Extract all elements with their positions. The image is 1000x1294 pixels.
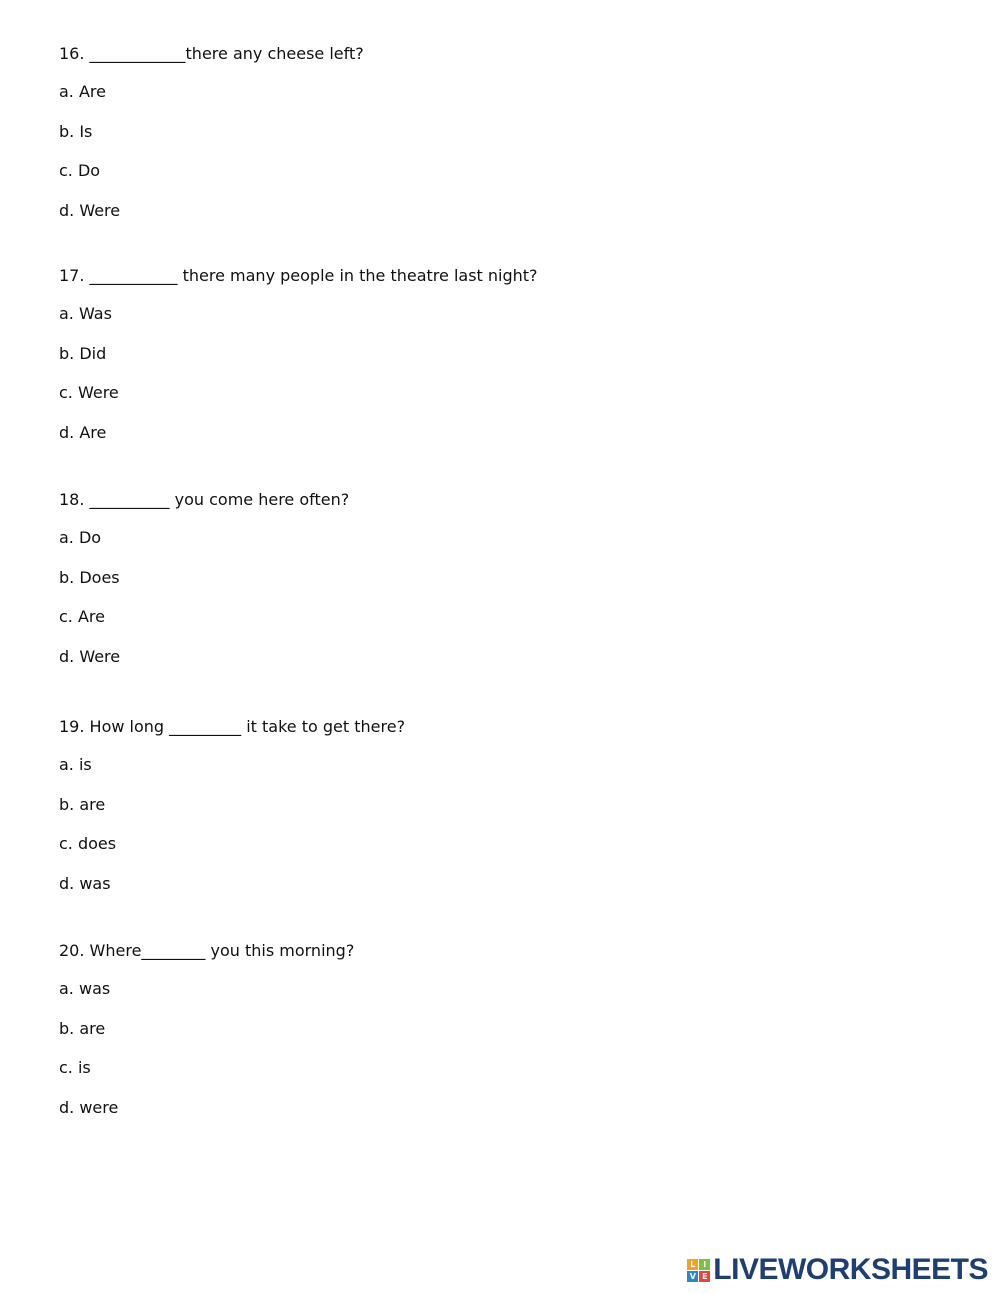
question-text: 17. ___________ there many people in the theatre last night? xyxy=(59,266,538,285)
option-a[interactable]: a. Are xyxy=(59,82,106,101)
option-b[interactable]: b. are xyxy=(59,794,106,814)
question-text: 20. Where________ you this morning? xyxy=(59,941,355,960)
option-c[interactable]: c. Are xyxy=(59,607,105,626)
logo-mark-letter: L xyxy=(687,1259,698,1270)
option-a[interactable]: a. Do xyxy=(59,528,102,547)
option-c[interactable]: c. Were xyxy=(59,383,119,402)
question-18 xyxy=(59,490,959,667)
question-19 xyxy=(59,717,959,894)
option-c[interactable]: c. is xyxy=(59,1058,91,1077)
option-b[interactable]: b. Is xyxy=(59,121,93,141)
question-16 xyxy=(59,44,959,221)
option-a[interactable]: a. Was xyxy=(59,304,112,323)
question-20 xyxy=(59,941,959,1118)
option-d[interactable]: d. Were xyxy=(59,646,121,666)
option-c[interactable]: c. does xyxy=(59,834,117,853)
question-text: 16. ____________there any cheese left? xyxy=(59,44,364,63)
logo-mark-letter: V xyxy=(687,1271,698,1282)
question-text: 18. __________ you come here often? xyxy=(59,490,350,509)
option-a[interactable]: a. was xyxy=(59,979,111,998)
liveworksheets-mark-icon xyxy=(687,1259,710,1282)
question-text: 19. How long _________ it take to get there? xyxy=(59,717,406,736)
option-d[interactable]: d. were xyxy=(59,1097,119,1117)
option-b[interactable]: b. are xyxy=(59,1018,106,1038)
option-b[interactable]: b. Does xyxy=(59,567,120,587)
liveworksheets-logo xyxy=(687,1255,988,1285)
option-d[interactable]: d. Are xyxy=(59,422,107,442)
logo-mark-letter: I xyxy=(699,1259,710,1270)
option-d[interactable]: d. was xyxy=(59,873,111,893)
question-17 xyxy=(59,266,959,443)
option-a[interactable]: a. is xyxy=(59,755,92,774)
logo-wordmark: LIVEWORKSHEETS xyxy=(713,1253,988,1286)
option-b[interactable]: b. Did xyxy=(59,343,107,363)
logo-mark-letter: E xyxy=(699,1271,710,1282)
option-c[interactable]: c. Do xyxy=(59,161,101,180)
option-d[interactable]: d. Were xyxy=(59,200,121,220)
